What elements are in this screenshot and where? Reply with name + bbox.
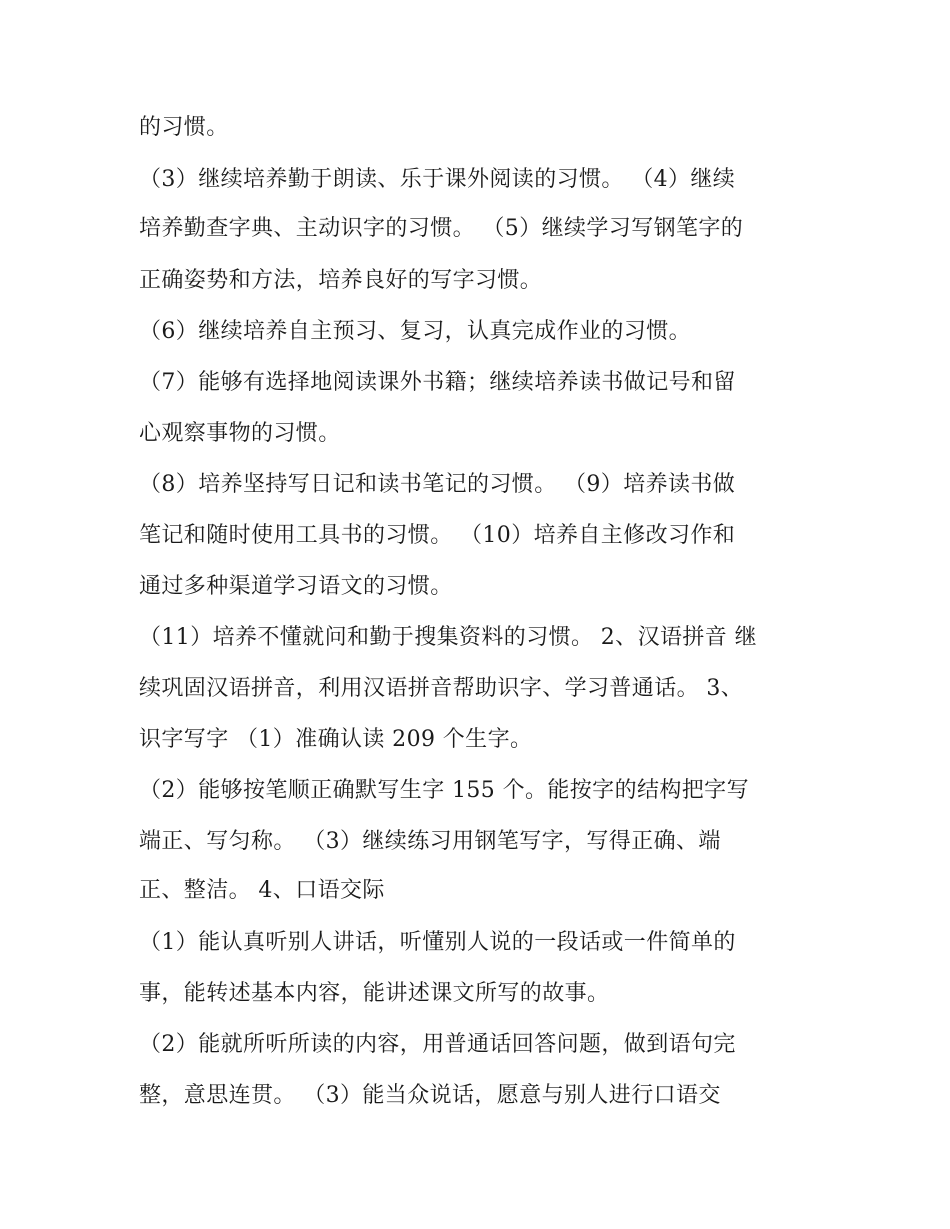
text-line: 端正、写匀称。 （3）继续练习用钢笔写字，写得正确、端 [139, 829, 721, 854]
text-line: 事，能转述基本内容，能讲述课文所写的故事。 [139, 981, 610, 1006]
text-line: 识字写字 （1）准确认读 209 个生字。 [139, 727, 533, 752]
text-line: 续巩固汉语拼音，利用汉语拼音帮助识字、学习普通话。 3、 [139, 676, 744, 701]
text-line: 的习惯。 [139, 115, 229, 140]
text-line: （3）继续培养勤于朗读、乐于课外阅读的习惯。 （4）继续 [139, 167, 736, 192]
text-line: 整，意思连贯。 （3）能当众说话，愿意与别人进行口语交 [139, 1083, 721, 1108]
text-line: 心观察事物的习惯。 [139, 421, 341, 446]
text-line: （2）能就所听所读的内容，用普通话回答问题，做到语句完 [139, 1032, 736, 1057]
text-line: 正确姿势和方法，培养良好的写字习惯。 [139, 268, 543, 293]
text-line: （7）能够有选择地阅读课外书籍；继续培养读书做记号和留 [139, 370, 736, 395]
text-line: （2）能够按笔顺正确默写生字 155 个。能按字的结构把字写 [139, 778, 749, 803]
text-line: 通过多种渠道学习语文的习惯。 [139, 574, 453, 599]
text-line: （8）培养坚持写日记和读书笔记的习惯。 （9）培养读书做 [139, 472, 736, 497]
text-line: 笔记和随时使用工具书的习惯。 （10）培养自主修改习作和 [139, 523, 736, 548]
text-line: （11）培养不懂就问和勤于搜集资料的习惯。 2、汉语拼音 继 [139, 625, 757, 650]
text-line: 正、整洁。 4、口语交际 [139, 878, 385, 903]
text-line: 培养勤查字典、主动识字的习惯。 （5）继续学习写钢笔字的 [139, 216, 744, 241]
text-line: （1）能认真听别人讲话，听懂别人说的一段话或一件简单的 [139, 930, 736, 955]
text-line: （6）继续培养自主预习、复习，认真完成作业的习惯。 [139, 319, 691, 344]
